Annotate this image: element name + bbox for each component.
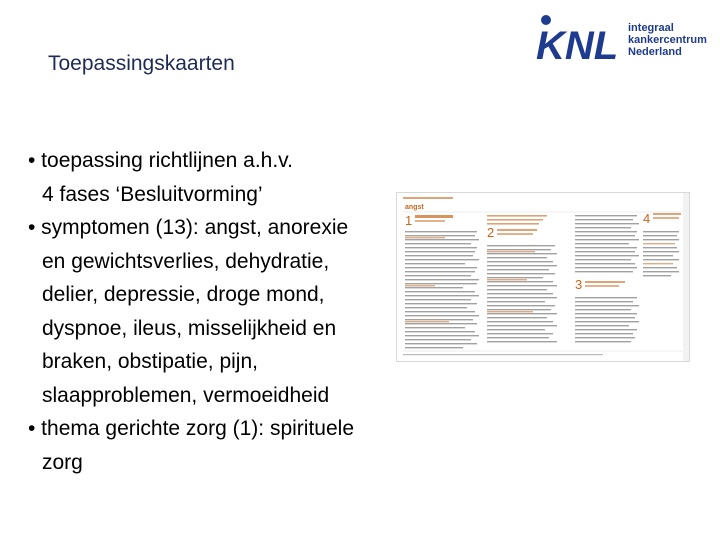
bullet-item bbox=[28, 412, 408, 479]
bullet-line: braken, obstipatie, pijn, bbox=[42, 350, 258, 373]
logo-mark-text: KNL bbox=[536, 24, 619, 64]
knl-logo-icon bbox=[536, 14, 622, 64]
bullet-line: slaapproblemen, vermoeidheid bbox=[42, 383, 330, 407]
phase-number: 1 bbox=[405, 213, 413, 228]
bullet-line: zorg bbox=[42, 450, 83, 474]
logo-text bbox=[628, 22, 707, 58]
phase-number: 2 bbox=[487, 225, 495, 240]
card-heading: angst bbox=[405, 204, 424, 211]
bullet-line: • toepassing richtlijnen a.h.v. bbox=[28, 149, 293, 172]
logo-line-3: Nederland bbox=[628, 46, 682, 58]
card-drawing bbox=[397, 193, 689, 361]
ikc-logo bbox=[536, 14, 708, 64]
bullet-list bbox=[28, 144, 408, 479]
bullet-line: • thema gerichte zorg (1): spirituele bbox=[28, 417, 354, 440]
bullet-line: dyspnoe, ileus, misselijkheid en bbox=[42, 316, 337, 340]
toepassingskaart-thumbnail bbox=[396, 192, 690, 362]
bullet-line: delier, depressie, droge mond, bbox=[42, 283, 325, 306]
phase-number: 3 bbox=[575, 277, 583, 292]
bullet-line: 4 fases ‘Besluitvorming’ bbox=[42, 182, 263, 206]
bullet-line: • symptomen (13): angst, anorexie bbox=[28, 216, 349, 239]
bullet-item bbox=[28, 211, 408, 412]
logo-line-2: kankercentrum bbox=[628, 34, 707, 46]
logo-line-1: integraal bbox=[628, 22, 674, 34]
phase-number: 4 bbox=[643, 211, 651, 226]
bullet-line: en gewichtsverlies, dehydratie, bbox=[42, 249, 330, 273]
slide-title: Toepassingskaarten bbox=[48, 52, 235, 75]
bullet-item bbox=[28, 144, 408, 211]
